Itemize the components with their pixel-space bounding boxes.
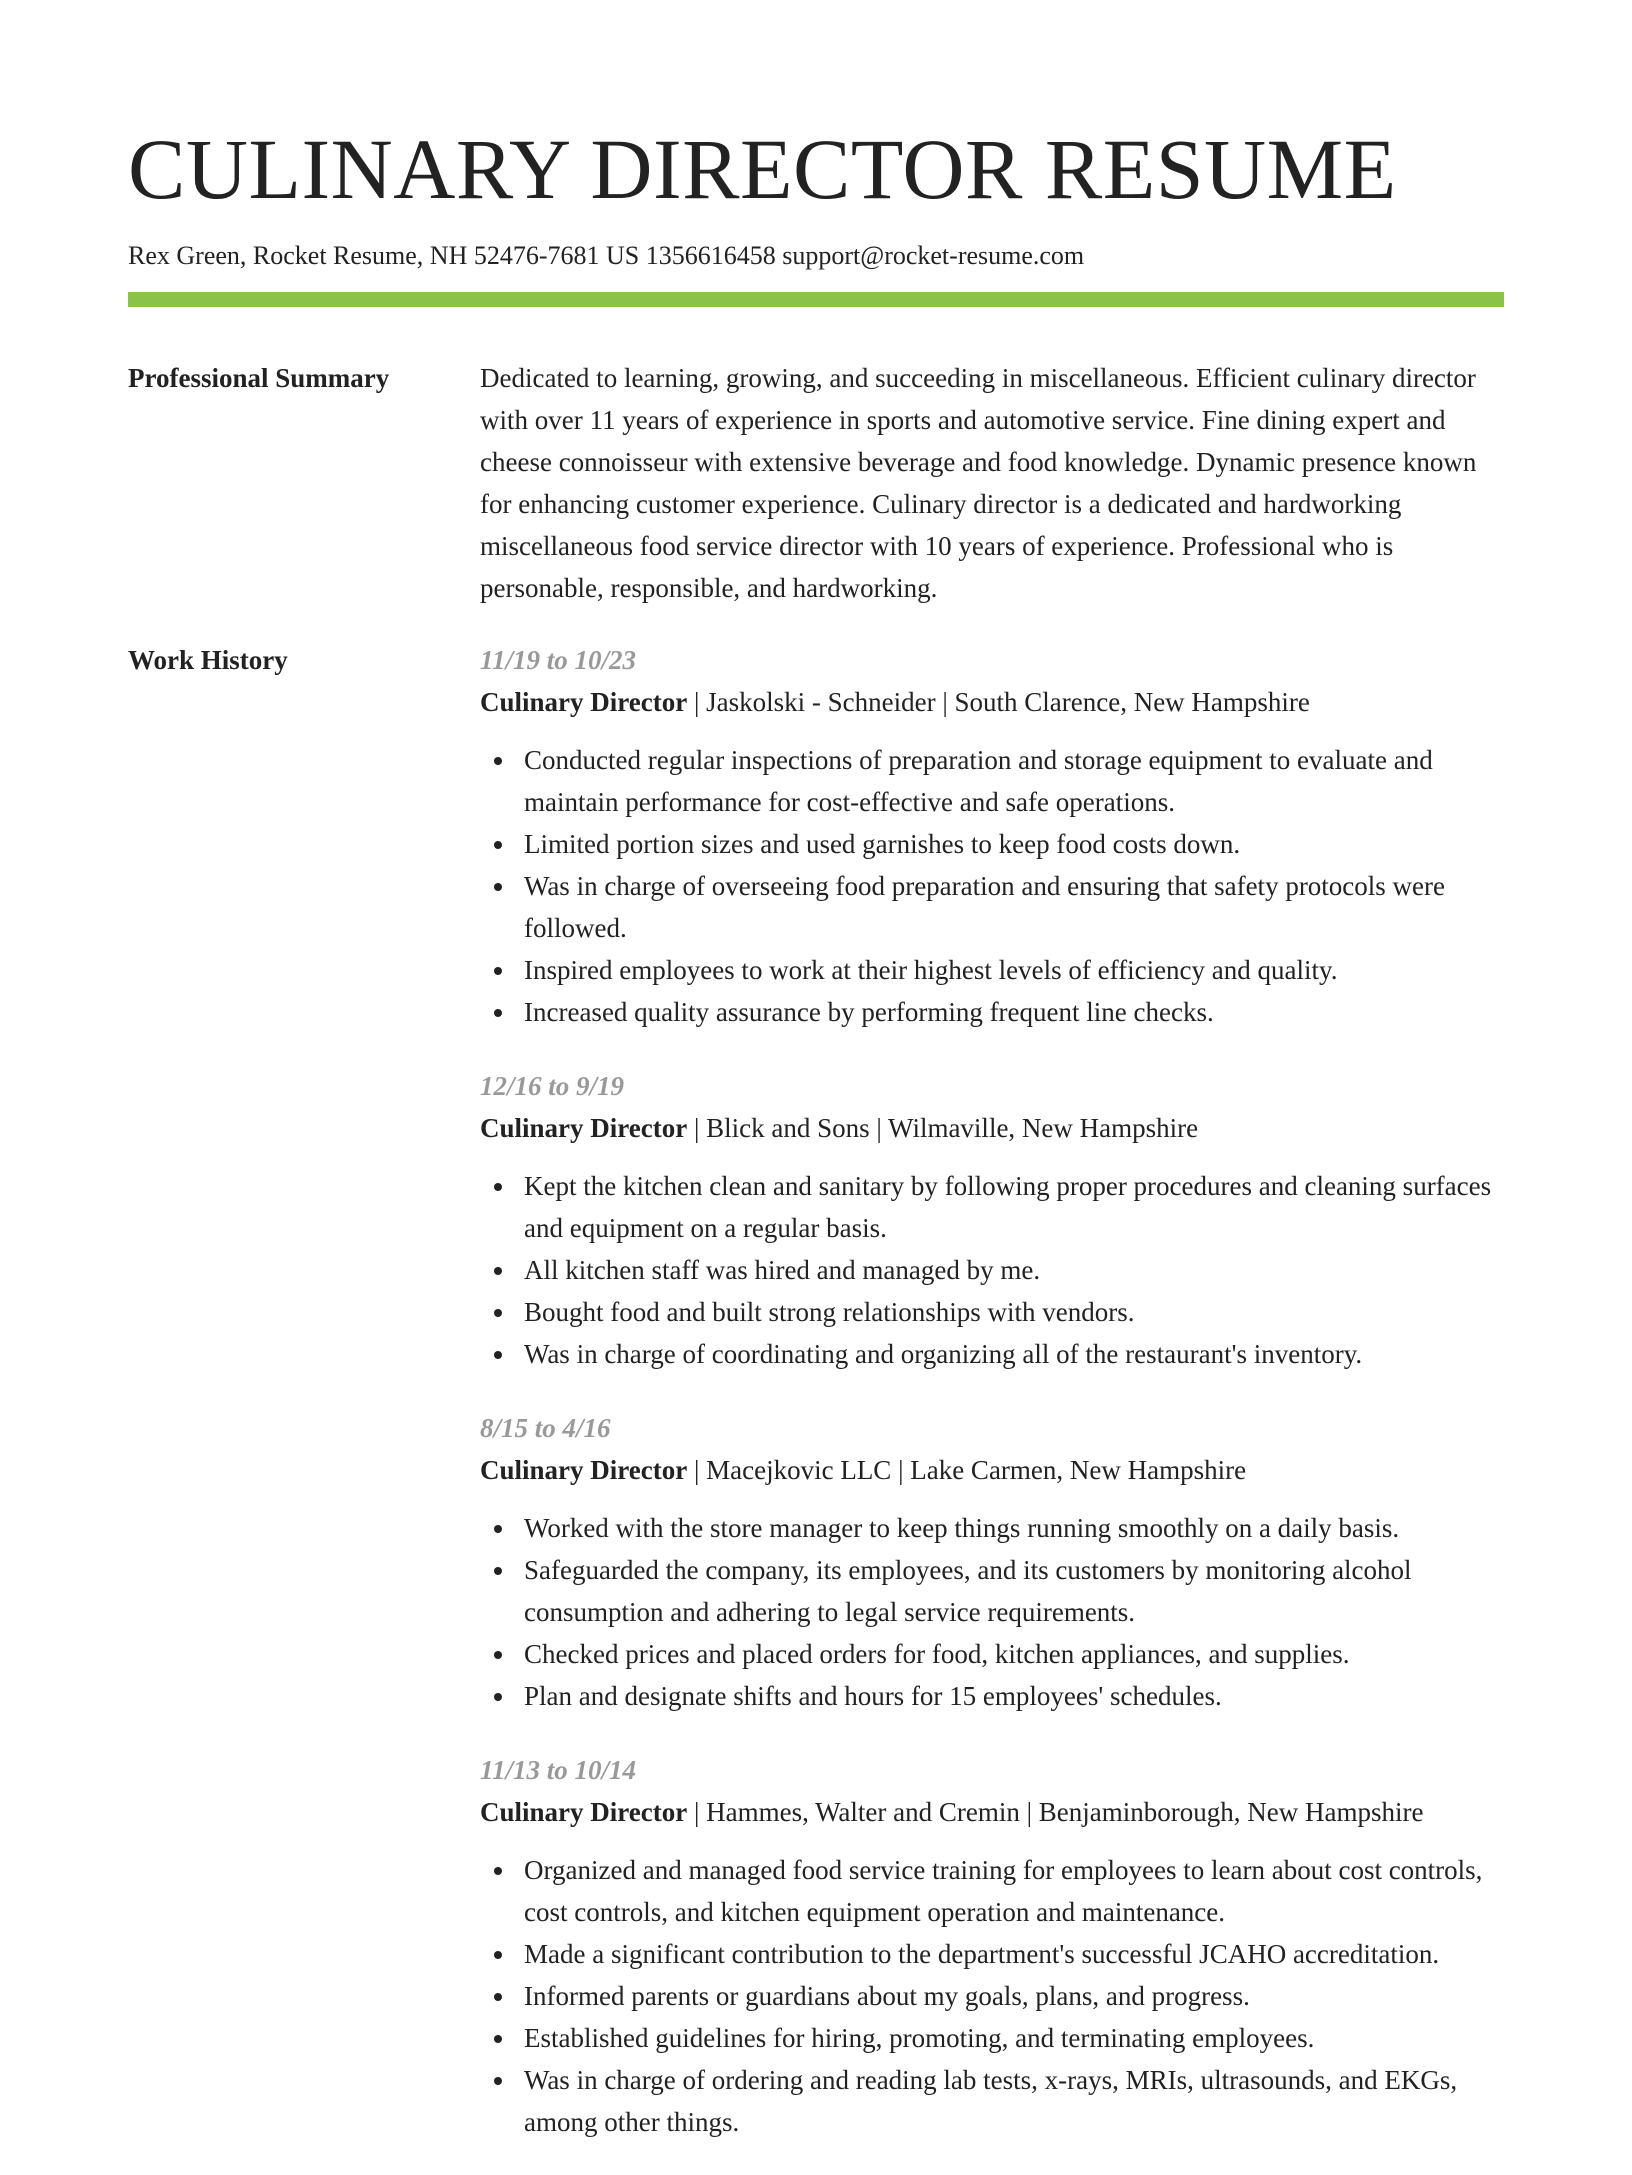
list-item <box>480 1675 1504 1717</box>
work-history-list <box>480 639 1504 2175</box>
job-entry <box>480 1407 1504 1717</box>
work-history-section <box>128 639 1504 2175</box>
bullet-text: Was in charge of ordering and reading lab tests, x-rays, MRIs, ultrasounds, and EKGs, among other things. <box>524 2065 1458 2137</box>
list-item <box>480 991 1504 1033</box>
job-heading <box>480 1791 1504 1833</box>
job-dates: 11/19 to 10/23 <box>480 645 637 675</box>
section-label-work-history: Work History <box>128 645 288 675</box>
job-entry <box>480 1065 1504 1375</box>
job-bullet-list <box>480 1849 1504 2143</box>
bullet-text: Checked prices and placed orders for food, kitchen appliances, and supplies. <box>524 1639 1350 1669</box>
job-entry <box>480 1749 1504 2143</box>
list-item <box>480 1975 1504 2017</box>
bullet-icon <box>480 1849 524 1933</box>
list-item <box>480 1849 1504 1933</box>
list-item <box>480 1291 1504 1333</box>
list-item <box>480 1333 1504 1375</box>
job-employer-location: | Macejkovic LLC | Lake Carmen, New Hampshire <box>687 1455 1247 1485</box>
list-item <box>480 739 1504 823</box>
list-item <box>480 949 1504 991</box>
bullet-text: Was in charge of coordinating and organizing all of the restaurant's inventory. <box>524 1339 1363 1369</box>
bullet-icon <box>480 1549 524 1633</box>
bullet-icon <box>480 949 524 991</box>
summary-text: Dedicated to learning, growing, and succeeding in miscellaneous. Efficient culinary director with over 11 years of experience in sports and automotive service. Fine dining expert and cheese connoisseur with extensive beverage and food knowledge. Dynamic presence known for enhancing customer experience. Culinary director is a dedicated and hardworking miscellaneous food service director with 10 years of experience. Professional who is personable, responsible, and hardworking. <box>480 363 1477 603</box>
bullet-icon <box>480 1633 524 1675</box>
bullet-icon <box>480 2059 524 2143</box>
bullet-text: Bought food and built strong relationships with vendors. <box>524 1297 1135 1327</box>
bullet-text: Limited portion sizes and used garnishes to keep food costs down. <box>524 829 1241 859</box>
bullet-icon <box>480 2017 524 2059</box>
job-heading <box>480 1107 1504 1149</box>
list-item <box>480 1165 1504 1249</box>
bullet-text: Increased quality assurance by performing frequent line checks. <box>524 997 1214 1027</box>
bullet-icon <box>480 1933 524 1975</box>
job-dates: 12/16 to 9/19 <box>480 1071 625 1101</box>
bullet-text: All kitchen staff was hired and managed by me. <box>524 1255 1041 1285</box>
list-item <box>480 1933 1504 1975</box>
bullet-icon <box>480 1165 524 1249</box>
bullet-icon <box>480 1675 524 1717</box>
bullet-text: Plan and designate shifts and hours for 15 employees' schedules. <box>524 1681 1222 1711</box>
job-employer-location: | Blick and Sons | Wilmaville, New Hampshire <box>687 1113 1199 1143</box>
list-item <box>480 865 1504 949</box>
bullet-icon <box>480 1333 524 1375</box>
resume-title: CULINARY DIRECTOR RESUME <box>128 121 1397 217</box>
job-bullet-list <box>480 1507 1504 1717</box>
list-item <box>480 1249 1504 1291</box>
professional-summary-section <box>128 357 1504 609</box>
job-bullet-list <box>480 1165 1504 1375</box>
bullet-text: Kept the kitchen clean and sanitary by following proper procedures and cleaning surfaces and equipment on a regular basis. <box>524 1171 1492 1243</box>
bullet-icon <box>480 1507 524 1549</box>
job-employer-location: | Hammes, Walter and Cremin | Benjaminborough, New Hampshire <box>687 1797 1424 1827</box>
bullet-text: Made a significant contribution to the department's successful JCAHO accreditation. <box>524 1939 1440 1969</box>
job-bullet-list <box>480 739 1504 1033</box>
list-item <box>480 1507 1504 1549</box>
summary-body <box>480 357 1504 609</box>
bullet-icon <box>480 1975 524 2017</box>
job-heading <box>480 1449 1504 1491</box>
job-dates: 8/15 to 4/16 <box>480 1413 611 1443</box>
bullet-text: Safeguarded the company, its employees, and its customers by monitoring alcohol consumption and adhering to legal service requirements. <box>524 1555 1412 1627</box>
job-title: Culinary Director <box>480 1113 688 1143</box>
bullet-text: Organized and managed food service training for employees to learn about cost controls, cost controls, and kitchen equipment operation and maintenance. <box>524 1855 1483 1927</box>
bullet-icon <box>480 739 524 823</box>
job-dates: 11/13 to 10/14 <box>480 1755 637 1785</box>
bullet-text: Worked with the store manager to keep things running smoothly on a daily basis. <box>524 1513 1400 1543</box>
bullet-icon <box>480 991 524 1033</box>
bullet-text: Was in charge of overseeing food preparation and ensuring that safety protocols were followed. <box>524 871 1446 943</box>
bullet-text: Inspired employees to work at their highest levels of efficiency and quality. <box>524 955 1338 985</box>
list-item <box>480 1549 1504 1633</box>
contact-line: Rex Green, Rocket Resume, NH 52476-7681 US 1356616458 support@rocket-resume.com <box>128 241 1085 270</box>
job-entry <box>480 639 1504 1033</box>
section-label-summary: Professional Summary <box>128 363 390 393</box>
bullet-icon <box>480 1249 524 1291</box>
job-title: Culinary Director <box>480 1455 688 1485</box>
bullet-text: Informed parents or guardians about my goals, plans, and progress. <box>524 1981 1250 2011</box>
resume-page <box>128 110 1504 2175</box>
list-item <box>480 1633 1504 1675</box>
job-heading <box>480 681 1504 723</box>
bullet-text: Conducted regular inspections of preparation and storage equipment to evaluate and maintain performance for cost-effective and safe operations. <box>524 745 1433 817</box>
header-divider <box>128 292 1504 307</box>
job-employer-location: | Jaskolski - Schneider | South Clarence, New Hampshire <box>687 687 1310 717</box>
job-title: Culinary Director <box>480 1797 688 1827</box>
bullet-icon <box>480 865 524 949</box>
list-item <box>480 2059 1504 2143</box>
list-item <box>480 823 1504 865</box>
job-title: Culinary Director <box>480 687 688 717</box>
list-item <box>480 2017 1504 2059</box>
bullet-text: Established guidelines for hiring, promoting, and terminating employees. <box>524 2023 1315 2053</box>
bullet-icon <box>480 823 524 865</box>
bullet-icon <box>480 1291 524 1333</box>
